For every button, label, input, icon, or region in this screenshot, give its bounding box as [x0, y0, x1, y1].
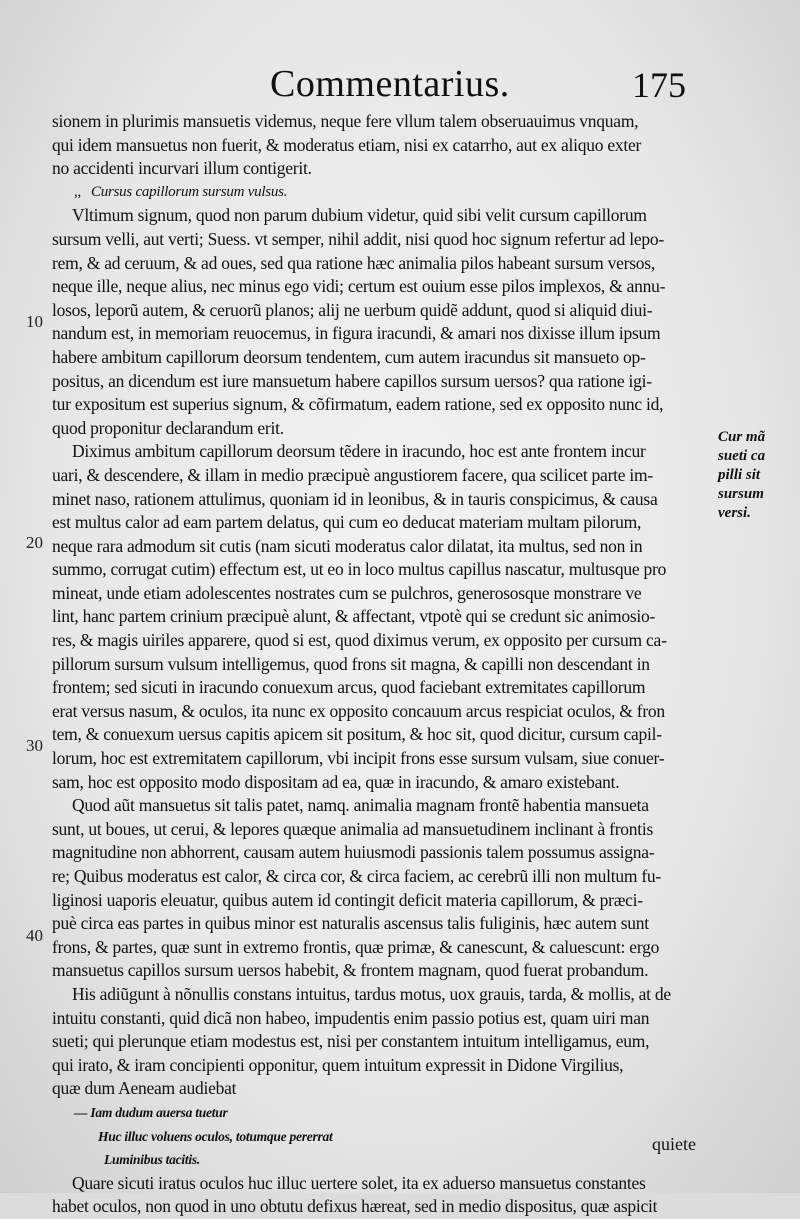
text-line: Vltimum signum, quod non parum dubium videtur, quid sibi velit cursum capillorum — [72, 205, 647, 226]
text-line: neque rara admodum sit cutis (nam sicuti moderatus calor dilatat, ita multus, sed non in — [52, 535, 643, 556]
text-line: magnitudine non abhorrent, causam autem huiusmodi passionis talem possumus assigna- — [52, 842, 655, 863]
text-line: mansuetus capillos sursum uersos habebit, & frontem magnam, quod fuerat probandum. — [52, 960, 649, 981]
marginal-note-line: sursum — [718, 486, 764, 502]
text-line: nandum est, in memoriam reuocemus, in figura iracundi, & amari nos dixisse illum ipsum — [52, 323, 661, 344]
verse-line: Huc illuc voluens oculos, totumque pererrat — [98, 1128, 333, 1144]
text-line: no accidenti incurvari illum contigerit. — [52, 158, 312, 179]
marginal-note — [718, 428, 796, 523]
lemma-heading — [52, 181, 712, 205]
line-number: 40 — [26, 926, 43, 945]
line-number: 10 — [26, 312, 43, 331]
text-line: sionem in plurimis mansuetis videmus, neque fere vllum talem obseruauimus vnquam, — [52, 111, 639, 131]
catchword: quiete — [652, 1134, 696, 1154]
text-line: lint, hanc partem crinium præcipuè alunt, & affectant, vtpotè qui se credunt sic animosio- — [52, 606, 656, 627]
text-line: lorum, hoc est extremitatem capillorum, vbi incipit frons esse sursum vulsam, siue conuer- — [52, 748, 665, 769]
text-line: minet naso, rationem attulimus, quoniam id in leonibus, & in tauris conspicimus, & causa — [52, 488, 658, 509]
verse-line: — Iam dudum auersa tuetur — [74, 1104, 228, 1120]
text-line: tem, & conuexum uersus capitis apicem sit positum, & hoc sit, quod dicitur, cursum capil- — [52, 724, 662, 745]
text-line: sursum velli, aut verti; Suess. vt semper, nihil addit, nisi quod hoc signum refertur ad lepo- — [52, 228, 665, 249]
text-line: tur expositum est superius signum, & cõfirmatum, eadem ratione, sed ex opposito nunc id, — [52, 394, 664, 415]
text-line: losos, leporũ autem, & ceruorũ planos; alij ne uerbum quidẽ addunt, quod si aliquid diui- — [52, 299, 653, 320]
text-line: positus, an dicendum est iure mansuetum habere capillos sursum uersos? qua ratione igi- — [52, 370, 652, 391]
text-line: quod proponitur declarandum erit. — [52, 417, 284, 438]
text-line: sueti; qui plerunque etiam modestus est, nisi per constantem intuitum intelligamus, eum, — [52, 1031, 650, 1052]
page-header — [0, 62, 800, 108]
marginal-note-line: pilli sit — [718, 467, 761, 483]
lemma-text: Cursus capillorum sursum vulsus. — [91, 183, 288, 200]
text-line: frons, & partes, quæ sunt in extremo frontis, quæ primæ, & canescunt, & caluescunt: ergo — [52, 936, 660, 957]
text-line: Quare sicuti iratus oculos huc illuc uertere solet, ita ex aduerso mansuetus constantes — [72, 1172, 646, 1193]
text-line: qui idem mansuetus non fuerit, & moderatus etiam, nisi ex catarrho, aut ex aliquo exter — [52, 134, 642, 155]
text-line: Quod aũt mansuetus sit talis patet, namq. animalia magnam frontẽ habentia mansueta — [72, 795, 649, 816]
marginal-note-line: Cur mã — [718, 429, 766, 445]
text-line: qui irato, & iram concipienti opponitur, quem intuitum expressit in Didone Virgilius, — [52, 1054, 624, 1075]
text-line: pillorum sursum vulsum intelligemus, quod frons sit magna, & capilli non descendant in — [52, 653, 650, 674]
text-line: quæ dum Aeneam audiebat — [52, 1078, 237, 1099]
marginal-note-line: versi. — [718, 505, 751, 521]
marginal-note-line: sueti ca — [718, 448, 766, 464]
commentary-text — [52, 110, 712, 1219]
quotation-mark: ,, — [74, 183, 81, 200]
running-title: Commentarius. — [270, 63, 510, 105]
show-through-text — [30, 188, 34, 204]
text-line: sunt, ut boues, ut cerui, & lepores quæque animalia ad mansuetudinem inclinant à frontis — [52, 818, 654, 839]
text-line: rem, & ad ceruum, & ad oues, sed qua ratione hæc animalia pilos habeant sursum versos, — [52, 252, 655, 273]
text-line: sam, hoc est opposito modo dispositam ad ea, quæ in iracundo, & amaro existebant. — [52, 771, 620, 792]
text-line: frontem; sed sicuti in iracundo conuexum arcus, quod faciebant extremitates capillorum — [52, 677, 646, 698]
line-number: 30 — [26, 736, 43, 755]
text-line: res, & magis uiriles apparere, quod si est, quod diximus verum, ex opposito per cursum ca- — [52, 630, 667, 651]
text-line: erat versus nasum, & oculos, ita nunc ex opposito concauum arcus respiciat oculos, & fron — [52, 700, 665, 721]
text-line: intuitu constanti, quid dicã non habeo, impudentis enim passio potius est, quam uiri man — [52, 1007, 650, 1028]
text-line: uari, & descendere, & illam in medio præcipuè angustiorem facere, qua scilicet parte im- — [52, 464, 653, 485]
text-line: habet oculos, non quod in uno obtutu defixus hæreat, sed in medio dispositus, quæ aspicit — [52, 1196, 658, 1217]
text-line: habere ambitum capillorum deorsum tendentem, cum autem iracundus sit mansueto op- — [52, 346, 646, 367]
text-line: liginosi uaporis eleuatur, quibus autem id contingit deficit materia capillorum, & præci- — [52, 889, 643, 910]
text-line: Diximus ambitum capillorum deorsum tẽdere in iracundo, hoc est ante frontem incur — [72, 441, 646, 462]
text-line: neque ille, neque alius, nec minus ego vidi; certum est ouium esse pilos implexos, & annu- — [52, 276, 666, 297]
text-line: mineat, unde etiam adolescentes nostrates cum se pulchros, generososque monstrare ve — [52, 582, 642, 603]
line-number: 20 — [26, 533, 43, 552]
page-number: 175 — [632, 65, 686, 105]
text-line: His adiũgunt à nõnullis constans intuitus, tardus motus, uox grauis, tarda, & mollis, at de — [72, 983, 671, 1004]
text-line: re; Quibus moderatus est calor, & circa cor, & circa faciem, ac cerebrũ illi non multum fu- — [52, 866, 662, 886]
text-line: summo, corrugat cutim) effectum est, ut eo in loco multus capillus nascatur, multusque pro — [52, 559, 667, 580]
text-line: est multus calor ad eam partem delatus, qui cum eo deducat materiam multam pilorum, — [52, 512, 642, 533]
text-line: puè circa eas partes in quibus minor est naturalis ascensus talis fuliginis, hæc autem sunt — [52, 913, 649, 934]
verse-line: Luminibus tacitis. — [104, 1152, 201, 1168]
